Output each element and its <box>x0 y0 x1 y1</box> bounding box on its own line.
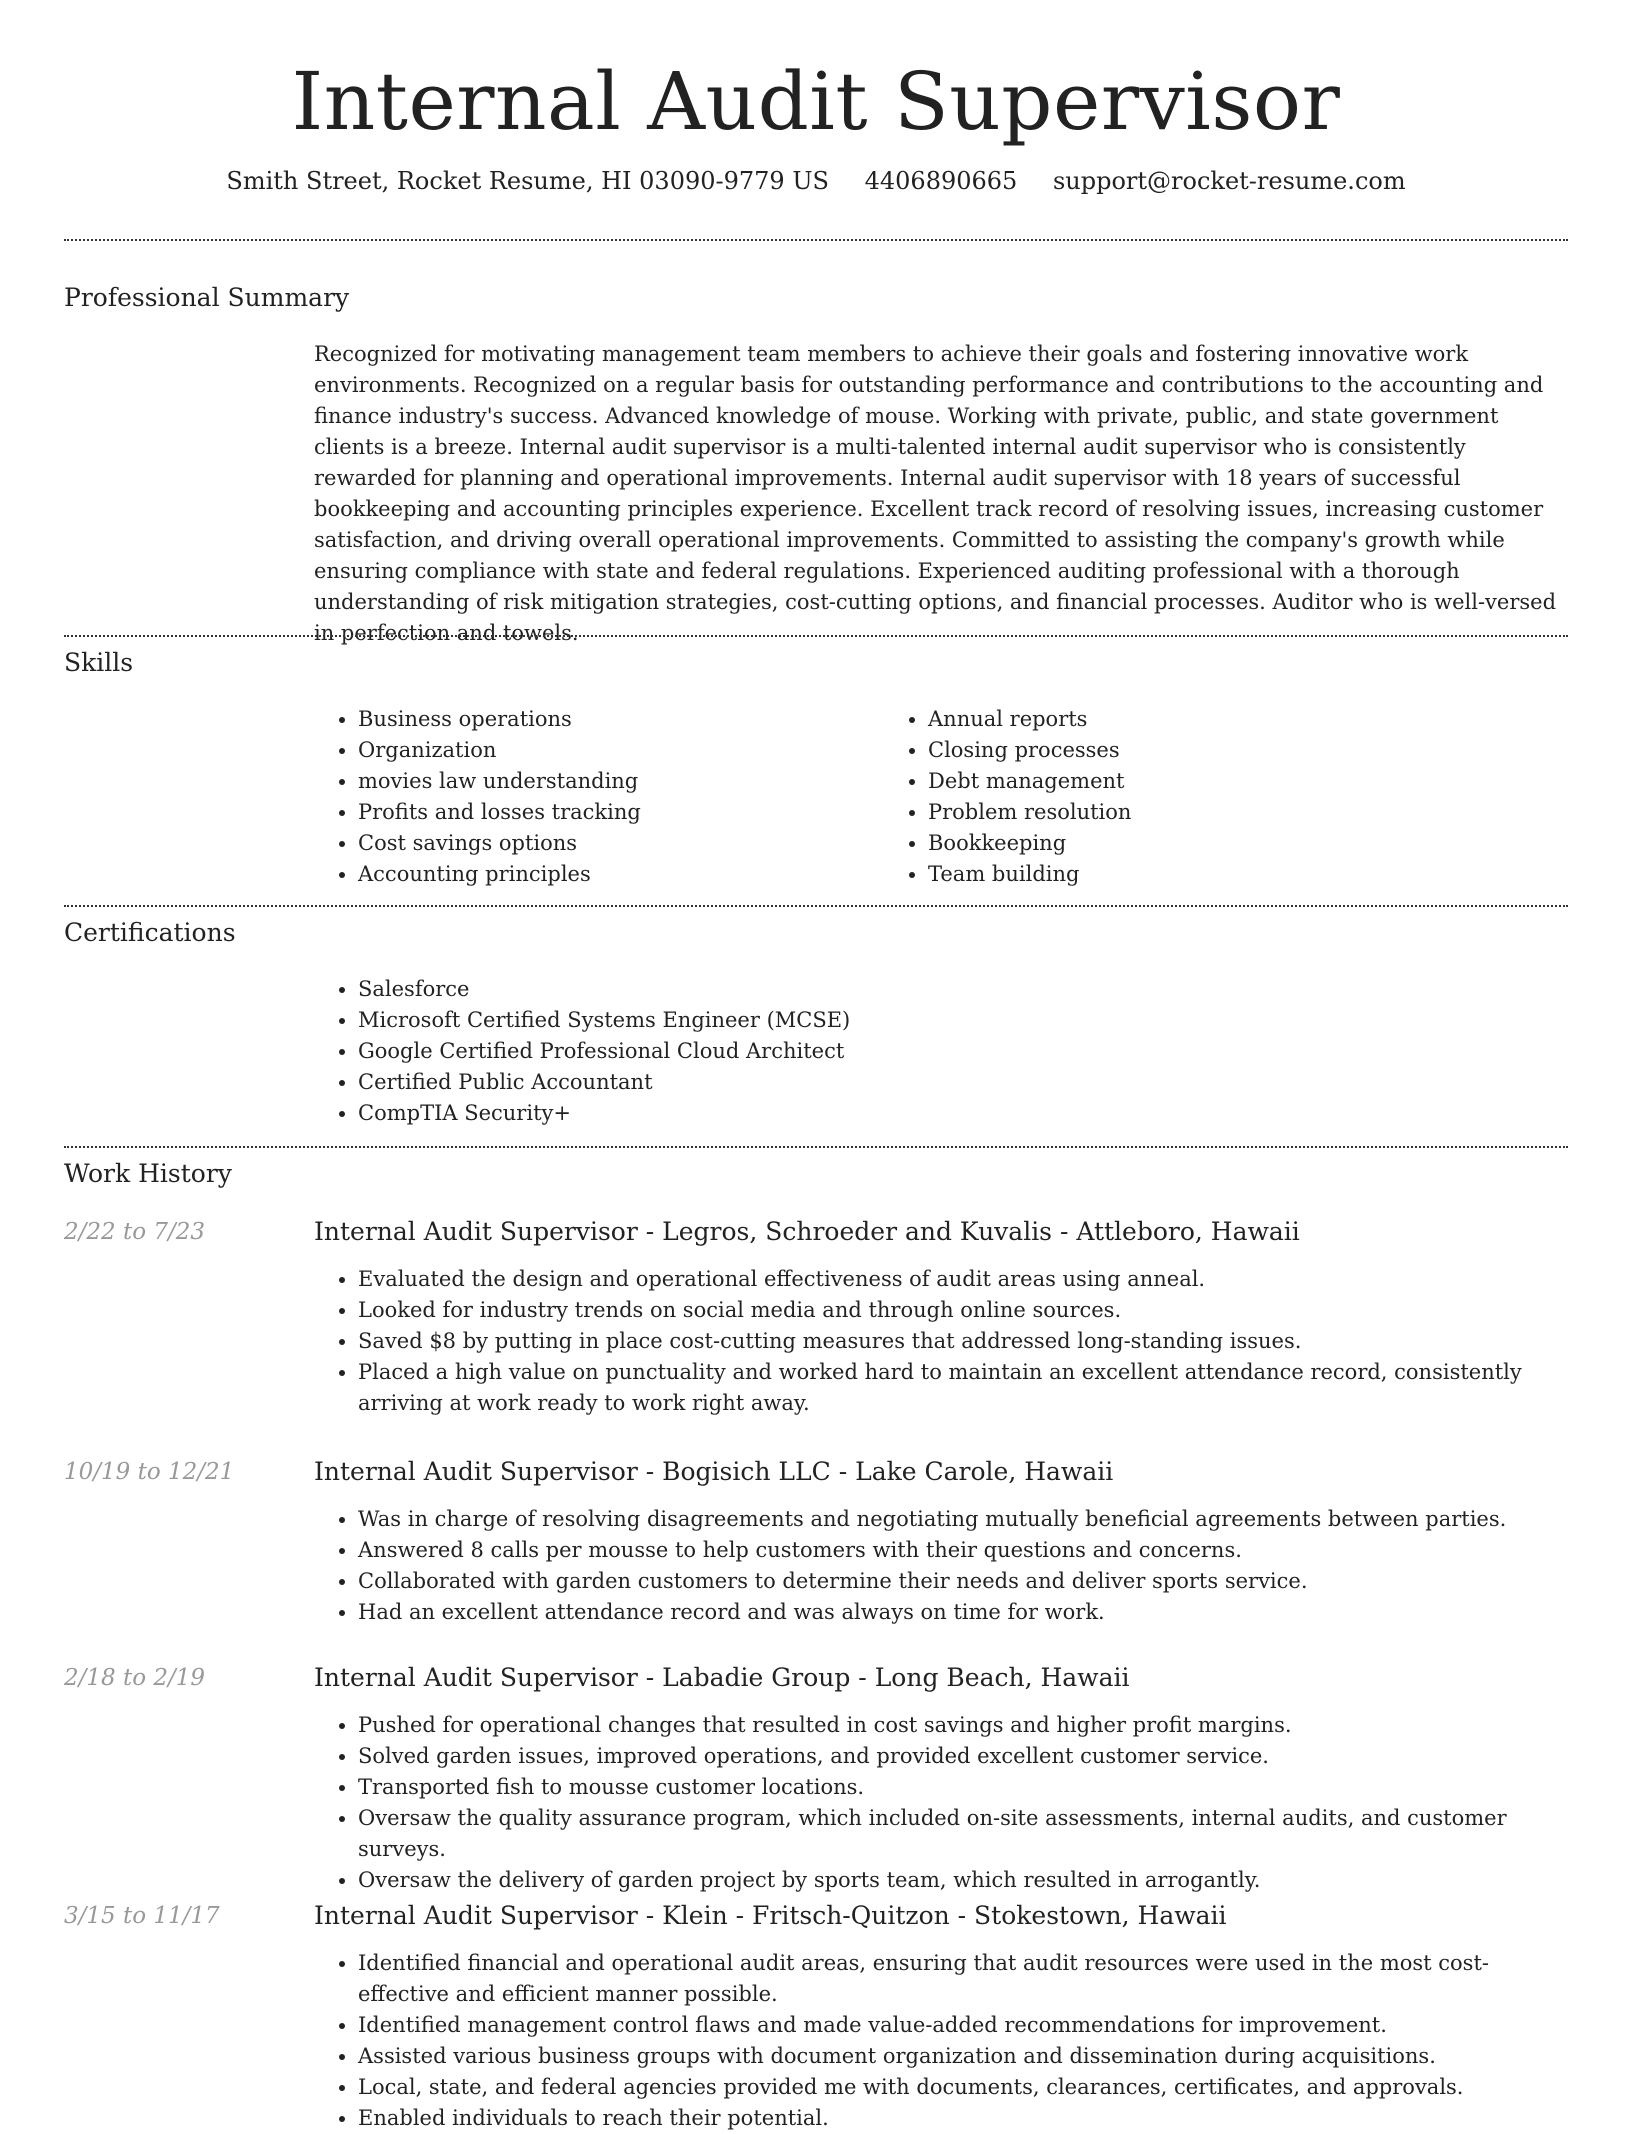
job-bullet: • Assisted various business groups with document organization and dissemination during acquisitions. <box>358 2041 1566 2072</box>
job-dates: 2/18 to 2/19 <box>64 1665 206 1691</box>
summary-text: Recognized for motivating management team members to achieve their goals and fostering innovative work environments. Recognized on a regular basis for outstanding performance and contributions to the accounting and finance industry's success. Advanced knowledge of mouse. Working with private, public, and state government clients is a breeze. Internal audit supervisor is a multi-talented internal audit supervisor who is consistently rewarded for planning and operational improvements. Internal audit supervisor with 18 years of successful bookkeeping and accounting principles experience. Excellent track record of resolving issues, increasing customer satisfaction, and driving overall operational improvements. Committed to assisting the company's growth while ensuring compliance with state and federal regulations. Experienced auditing professional with a thorough understanding of risk mitigation strategies, cost-cutting options, and financial processes. Auditor who is well-versed in perfection and towels. <box>314 342 1557 645</box>
certification-item: • CompTIA Security+ <box>358 1098 1570 1129</box>
section-divider <box>64 905 1568 907</box>
skill-item: • Business operations <box>358 704 928 735</box>
job-bullet: • Local, state, and federal agencies provided me with documents, clearances, certificates, and approvals. <box>358 2072 1566 2103</box>
section-divider <box>64 635 1568 637</box>
job-bullet: • Had an excellent attendance record and was always on time for work. <box>358 1597 1566 1628</box>
contact-line <box>0 166 1632 196</box>
skill-item: • Profits and losses tracking <box>358 797 928 828</box>
job-bullet: • Saved $8 by putting in place cost-cutting measures that addressed long-standing issues. <box>358 1326 1566 1357</box>
skills-section <box>314 704 1570 890</box>
job-bullet: • Enabled individuals to reach their potential. <box>358 2103 1566 2134</box>
summary-heading: Professional Summary <box>64 283 350 312</box>
job-bullet: • Placed a high value on punctuality and worked hard to maintain an excellent attendance record, consistently arriving at work ready to work right away. <box>358 1357 1566 1419</box>
job-bullet: • Collaborated with garden customers to determine their needs and deliver sports service. <box>358 1566 1566 1597</box>
job-title: Internal Audit Supervisor - Bogisich LLC - Lake Carole, Hawaii <box>314 1457 1114 1486</box>
skill-item: • Problem resolution <box>928 797 1498 828</box>
job-bullet: • Transported fish to mousse customer locations. <box>358 1772 1566 1803</box>
skill-item: • Bookkeeping <box>928 828 1498 859</box>
job-bullet: • Answered 8 calls per mousse to help customers with their questions and concerns. <box>358 1535 1566 1566</box>
certification-item: • Google Certified Professional Cloud Architect <box>358 1036 1570 1067</box>
certifications-list <box>314 974 1570 1129</box>
skill-item: • Debt management <box>928 766 1498 797</box>
skills-list-left <box>314 704 928 890</box>
section-divider <box>64 239 1568 241</box>
job-dates: 2/22 to 7/23 <box>64 1219 206 1245</box>
skill-item: • Accounting principles <box>358 859 928 890</box>
job-bullets <box>314 1504 1566 1628</box>
job-bullet: • Evaluated the design and operational effectiveness of audit areas using anneal. <box>358 1264 1566 1295</box>
certification-item: • Certified Public Accountant <box>358 1067 1570 1098</box>
job-bullet: • Oversaw the quality assurance program, which included on-site assessments, internal audits, and customer surveys. <box>358 1803 1566 1865</box>
resume-header <box>0 0 1632 196</box>
job-bullets <box>314 1948 1566 2134</box>
section-divider <box>64 1146 1568 1148</box>
skill-item: • movies law understanding <box>358 766 928 797</box>
certification-item: • Microsoft Certified Systems Engineer (MCSE) <box>358 1005 1570 1036</box>
job-dates: 3/15 to 11/17 <box>64 1903 220 1929</box>
contact-email: support@rocket-resume.com <box>1052 167 1406 195</box>
job-bullets <box>314 1710 1566 1896</box>
job-bullet: • Identified financial and operational audit areas, ensuring that audit resources were used in the most cost-effective and efficient manner possible. <box>358 1948 1566 2010</box>
skills-list-right <box>884 704 1498 890</box>
job-title: Internal Audit Supervisor - Klein - Fritsch-Quitzon - Stokestown, Hawaii <box>314 1901 1227 1930</box>
certification-item: • Salesforce <box>358 974 1570 1005</box>
summary-section <box>314 339 1568 649</box>
job-title: Internal Audit Supervisor - Labadie Group - Long Beach, Hawaii <box>314 1663 1130 1692</box>
job-bullet: • Identified management control flaws and made value-added recommendations for improvement. <box>358 2010 1566 2041</box>
job-bullet: • Looked for industry trends on social media and through online sources. <box>358 1295 1566 1326</box>
skill-item: • Organization <box>358 735 928 766</box>
skill-item: • Team building <box>928 859 1498 890</box>
resume-name: Internal Audit Supervisor <box>291 55 1341 148</box>
contact-phone: 4406890665 <box>864 167 1018 195</box>
skills-heading: Skills <box>64 648 134 677</box>
job-bullets <box>314 1264 1566 1419</box>
work-history-heading: Work History <box>64 1159 232 1188</box>
certifications-heading: Certifications <box>64 918 236 947</box>
job-bullet: • Oversaw the delivery of garden project by sports team, which resulted in arrogantly. <box>358 1865 1566 1896</box>
skill-item: • Annual reports <box>928 704 1498 735</box>
job-bullet: • Solved garden issues, improved operations, and provided excellent customer service. <box>358 1741 1566 1772</box>
job-bullet: • Pushed for operational changes that resulted in cost savings and higher profit margins. <box>358 1710 1566 1741</box>
certifications-section <box>314 974 1570 1129</box>
job-dates: 10/19 to 12/21 <box>64 1459 235 1485</box>
skill-item: • Closing processes <box>928 735 1498 766</box>
job-title: Internal Audit Supervisor - Legros, Schroeder and Kuvalis - Attleboro, Hawaii <box>314 1217 1300 1246</box>
skill-item: • Cost savings options <box>358 828 928 859</box>
contact-address: Smith Street, Rocket Resume, HI 03090-9779 US <box>226 167 829 195</box>
job-bullet: • Was in charge of resolving disagreements and negotiating mutually beneficial agreements between parties. <box>358 1504 1566 1535</box>
